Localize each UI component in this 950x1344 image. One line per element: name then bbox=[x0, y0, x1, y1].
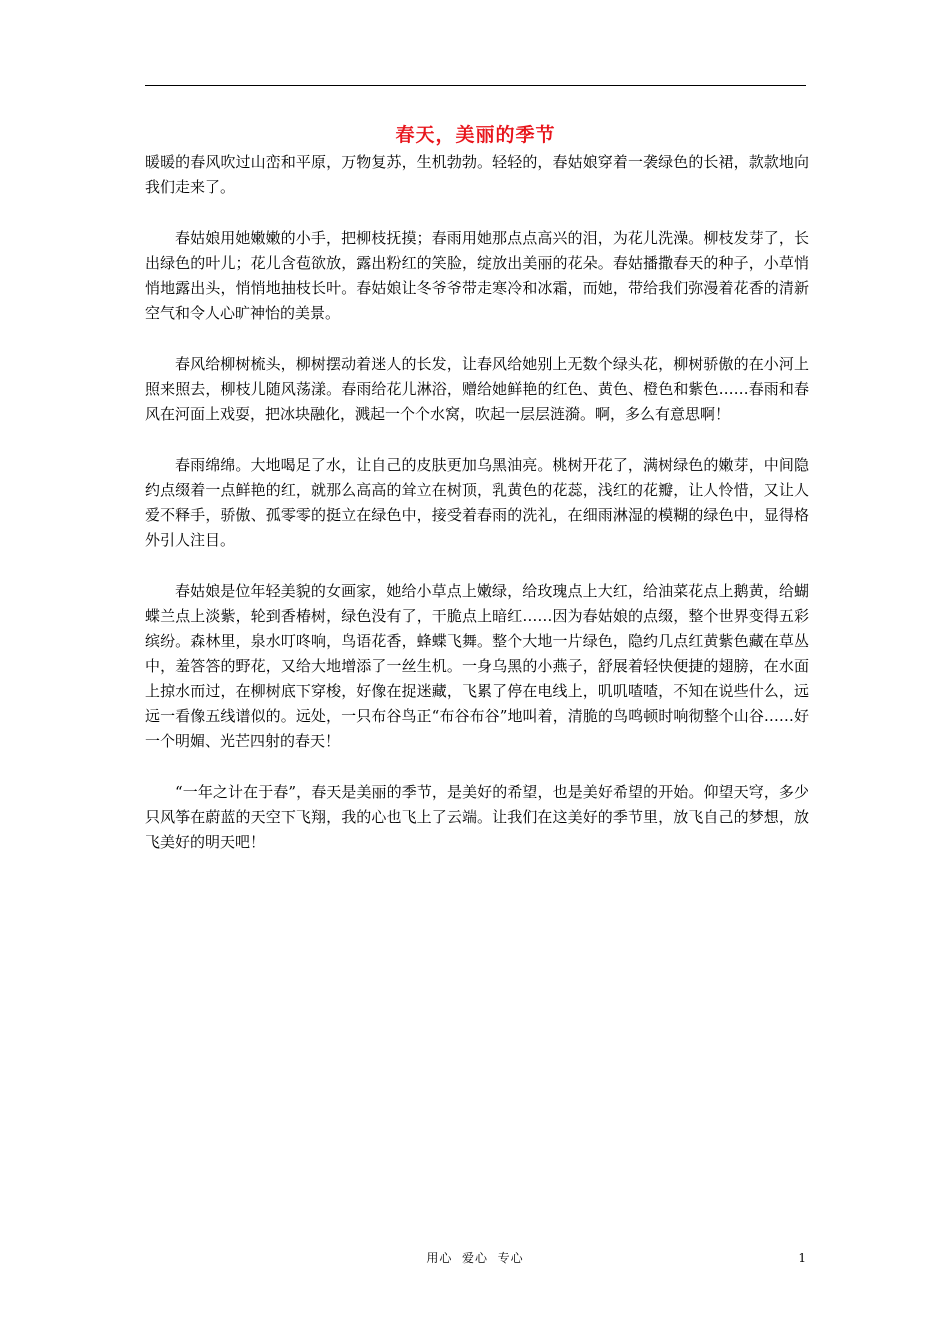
paragraph-6: “一年之计在于春”，春天是美丽的季节，是美好的希望，也是美好希望的开始。仰望天穹，多少只风筝在蔚蓝的天空下飞翔，我的心也飞上了云端。让我们在这美好的季节里，放飞自己的梦想，放飞美好的明天吧！ bbox=[145, 783, 809, 851]
header-rule bbox=[145, 85, 806, 86]
paragraph-5: 春姑娘是位年轻美貌的女画家，她给小草点上嫩绿，给玫瑰点上大红，给油菜花点上鹅黄，给蝴蝶兰点上淡紫，轮到香椿树，绿色没有了，干脆点上暗红……因为春姑娘的点缀，整个世界变得五彩缤纷。森林里，泉水叮咚响，鸟语花香，蜂蝶飞舞。整个大地一片绿色，隐约几点红黄紫色藏在草丛中，羞答答的野花，又给大地增添了一丝生机。一身乌黑的小燕子，舒展着轻快便捷的翅膀，在水面上掠水而过，在柳树底下穿梭，好像在捉迷藏，飞累了停在电线上，叽叽喳喳，不知在说些什么，远远一看像五线谱似的。远处，一只布谷鸟正“布谷布谷”地叫着，清脆的鸟鸣顿时响彻整个山谷……好一个明媚、光芒四射的春天！ bbox=[145, 582, 809, 750]
document-body bbox=[145, 150, 809, 881]
footer-motto: 用心 爱心 专心 bbox=[426, 1251, 524, 1265]
document-title: 春天，美丽的季节 bbox=[395, 124, 556, 146]
page-number: 1 bbox=[798, 1251, 806, 1265]
paragraph-2: 春姑娘用她嫩嫩的小手，把柳枝抚摸；春雨用她那点点高兴的泪，为花儿洗澡。柳枝发芽了，长出绿色的叶儿；花儿含苞欲放，露出粉红的笑脸，绽放出美丽的花朵。春姑播撒春天的种子，小草悄悄地露出头，悄悄地抽枝长叶。春姑娘让冬爷爷带走寒冷和冰霜，而她，带给我们弥漫着花香的清新空气和令人心旷神怡的美景。 bbox=[145, 229, 809, 322]
paragraph-1: 暖暖的春风吹过山峦和平原，万物复苏，生机勃勃。轻轻的，春姑娘穿着一袭绿色的长裙，款款地向我们走来了。 bbox=[145, 153, 809, 196]
paragraph-4: 春雨绵绵。大地喝足了水，让自己的皮肤更加乌黑油亮。桃树开花了，满树绿色的嫩芽，中间隐约点缀着一点鲜艳的红，就那么高高的耸立在树顶，乳黄色的花蕊，浅红的花瓣，让人怜惜，又让人爱不释手，骄傲、孤零零的挺立在绿色中，接受着春雨的洗礼，在细雨淋湿的模糊的绿色中，显得格外引人注目。 bbox=[145, 456, 809, 549]
paragraph-3: 春风给柳树梳头，柳树摆动着迷人的长发，让春风给她别上无数个绿头花，柳树骄傲的在小河上照来照去，柳枝儿随风荡漾。春雨给花儿淋浴，赠给她鲜艳的红色、黄色、橙色和紫色……春雨和春风在河面上戏耍，把冰块融化，溅起一个个水窝，吹起一层层涟漪。啊，多么有意思啊！ bbox=[145, 355, 809, 423]
